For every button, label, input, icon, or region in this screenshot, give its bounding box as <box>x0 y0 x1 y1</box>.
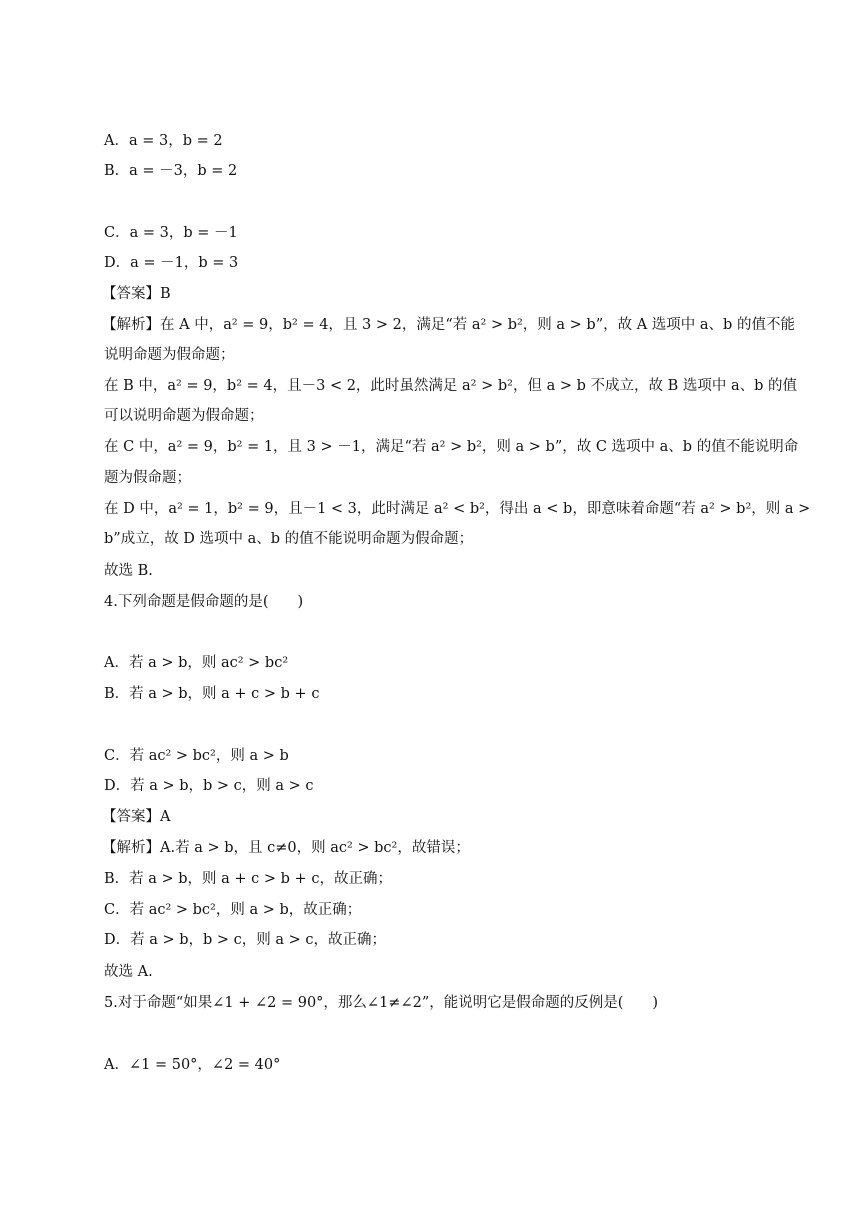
q5-option-a: A．∠1 = 50°，∠2 = 40° <box>104 1057 281 1073</box>
q3-option-b: B．a = －3，b = 2 <box>104 163 238 179</box>
q3-analysis-line: 在 B 中，a² = 9，b² = 4，且－3 < 2，此时虽然满足 a² > b²，但 a > b 不成立，故 B 选项中 a、b 的值 <box>104 378 797 394</box>
q4-analysis-line: C．若 ac² > bc²，则 a > b，故正确； <box>104 902 362 918</box>
q3-analysis-line: 说明命题为假命题； <box>104 347 235 363</box>
q3-option-d: D．a = －1，b = 3 <box>104 255 239 271</box>
q3-answer: 【答案】B <box>102 286 171 302</box>
q4-answer: 【答案】A <box>102 809 171 825</box>
q4-option-d: D．若 a > b，b > c，则 a > c <box>104 778 314 794</box>
q4-analysis-line: B．若 a > b，则 a + c > b + c，故正确； <box>104 871 392 887</box>
q3-analysis-line: 【解析】在 A 中，a² = 9，b² = 4，且 3 > 2，满足“若 a² > b²，则 a > b”，故 A 选项中 a、b 的值不能 <box>102 317 795 333</box>
q4-question-stem: 4.下列命题是假命题的是( ) <box>104 594 304 610</box>
q4-analysis-line: 故选 A. <box>104 964 153 980</box>
q3-analysis-line: 在 D 中，a² = 1，b² = 9，且－1 < 3，此时满足 a² < b²，得出 a < b，即意味着命题“若 a² > b²，则 a > <box>104 501 811 517</box>
q4-option-b: B．若 a > b，则 a + c > b + c <box>104 686 320 702</box>
q3-analysis-line: 故选 B. <box>104 563 153 579</box>
q3-analysis-line: 在 C 中，a² = 9，b² = 1，且 3 > －1，满足“若 a² > b²，则 a > b”，故 C 选项中 a、b 的值不能说明命 <box>104 439 799 455</box>
q5-question-stem: 5.对于命题“如果∠1 + ∠2 = 90°，那么∠1≠∠2”，能说明它是假命题的反例是( ) <box>104 995 659 1011</box>
q4-analysis-line: D．若 a > b，b > c，则 a > c，故正确； <box>104 932 387 948</box>
q3-analysis-line: 题为假命题； <box>104 470 191 486</box>
q4-option-c: C．若 ac² > bc²，则 a > b <box>104 748 289 764</box>
q3-analysis-line: 可以说明命题为假命题； <box>104 408 264 424</box>
q3-option-a: A．a = 3，b = 2 <box>104 133 223 149</box>
q3-option-c: C．a = 3，b = －1 <box>104 225 238 241</box>
q4-analysis-line: 【解析】A.若 a > b，且 c≠0，则 ac² > bc²，故错误； <box>102 840 470 856</box>
q3-analysis-line: b”成立，故 D 选项中 a、b 的值不能说明命题为假命题； <box>104 531 474 547</box>
q4-option-a: A．若 a > b，则 ac² > bc² <box>104 655 289 671</box>
